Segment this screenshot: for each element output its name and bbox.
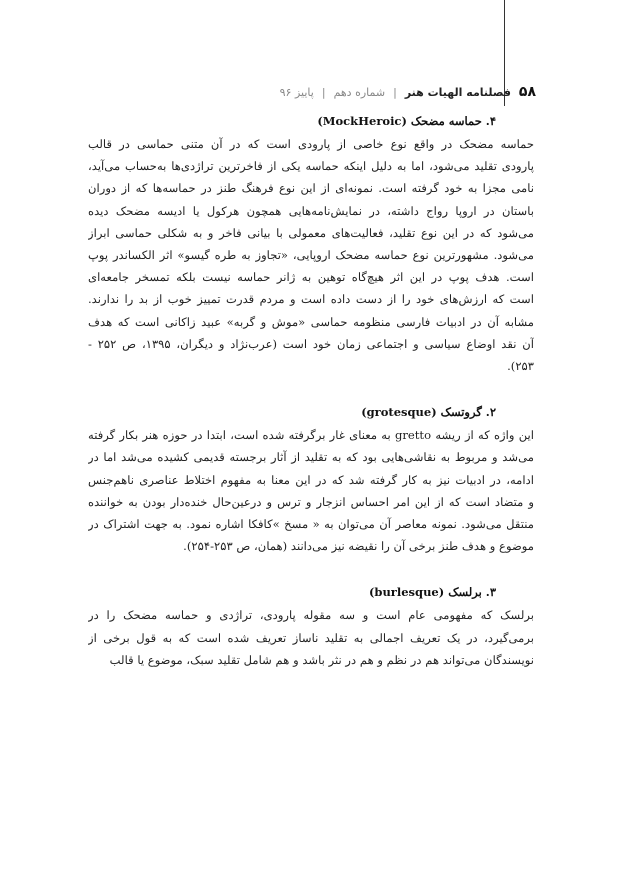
paragraph-line: باستان در اروپا رواج داشته، در نمایش‌نامه‌هایی همچون هرکول یا ادیسه مضحک دیده [88, 203, 534, 218]
issue-number: شماره دهم [333, 86, 386, 99]
main-content [88, 114, 534, 671]
paragraph-line: می‌شد و مربوط به نقاشی‌هایی بود که به تقلید از آثار برجسته قدیمی کشیده می‌شد اما در [88, 450, 534, 465]
section-burlesque [88, 585, 534, 671]
header-separator: | [393, 86, 397, 99]
section-heading: ۴. حماسه مضحک (MockHeroic) [317, 114, 496, 128]
issue-season: پاییز ۹۶ [279, 86, 314, 99]
header-separator: | [321, 86, 326, 99]
paragraph-line: پارودی تقلید می‌شود، اما به دلیل اینکه حماسه یکی از فاخرترین تراژدی‌ها به‌حساب می‌آید، [88, 159, 534, 174]
paragraph-line: این واژه که از ریشه gretto به معنای غار برگرفته شده است، ابتدا در حوزه هنر بکار گرفته [88, 428, 534, 443]
paragraph-line: می‌شود که در این نوع تقلید، فعالیت‌های معمولی با بیانی فاخر و به شکلی حماسی ابراز [88, 225, 534, 240]
paragraph-line: نویسندگان می‌تواند هم در نظم و هم در نثر باشد و هم شامل تقلید سبک، موضوع یا قالب [109, 652, 534, 667]
paragraph-line: مشابه آن در ادبیات فارسی منظومه حماسی «موش و گربه» عبید زاکانی است که هدف [88, 314, 534, 329]
paragraph-line: است که ارزش‌های خود را از دست داده است و مردم قدرت تمییز خوب از بد را ندارند. [88, 292, 534, 307]
paragraph-line: ۲۵۳). [507, 359, 534, 374]
paragraph-line: حماسه مضحک در واقع نوع خاصی از پارودی است که در آن متنی حماسی در قالب [88, 137, 534, 151]
paragraph-line: آن نقد اوضاع سیاسی و اجتماعی زمان خود است (عرب‌نژاد و دیگران، ۱۳۹۵، ص ۲۵۲ - [88, 336, 534, 351]
paragraph-line: موضوع و هدف طنز برخی آن را نقیضه نیز می‌دانند (همان، ص ۲۵۳-۲۵۴). [183, 539, 534, 554]
section-mock-heroic [88, 114, 534, 377]
page-number: ۵۸ [518, 84, 536, 100]
paragraph-line: می‌شود. مشهورترین نوع حماسه مضحک اروپایی، «تجاوز به طره گیسو» اثر الکساندر پوپ [88, 248, 534, 263]
paragraph-line: برمی‌گیرد، در یک تعریف اجمالی به تقلید ناساز تعریف شده است که به قول برخی از [88, 630, 534, 645]
section-paragraph [88, 424, 534, 557]
paragraph-line: ادامه، در ادبیات نیز به کار گرفته شد که در این معنا به مفهوم اختلاط عناصری ناهم‌جنس [88, 472, 534, 487]
paragraph-line: برلسک که مفهومی عام است و سه مقوله پارودی، تراژدی و حماسه مضحک را در [88, 608, 534, 623]
journal-title: فصلنامه الهیات هنر [404, 86, 511, 99]
section-paragraph [88, 604, 534, 671]
section-grotesque [88, 405, 534, 557]
paragraph-line: نامی مجزا به خود گرفته است. نمونه‌ای از این نوع فرهنگ طنز در حماسه‌ها که از دوران [88, 181, 534, 196]
section-heading: ۲. گروتسک (grotesque) [361, 405, 496, 420]
paragraph-line: منتقل می‌شود. نمونه معاصر آن می‌توان به « مسخ »کافکا اشاره نمود. به جهت اشتراک در [88, 517, 534, 532]
running-header [96, 84, 536, 100]
section-heading: ۳. برلسک (burlesque) [368, 585, 496, 600]
section-paragraph [88, 133, 534, 377]
paragraph-line: است. هدف پوپ در این اثر هیچ‌گاه توهین به ژانر حماسه نیست بلکه تمسخر جامعه‌ای [88, 270, 534, 285]
paragraph-line: و متضاد است که از این امر احساس انزجار و ترس و درعین‌حال خنده‌دار بودن به خواننده [88, 494, 534, 509]
